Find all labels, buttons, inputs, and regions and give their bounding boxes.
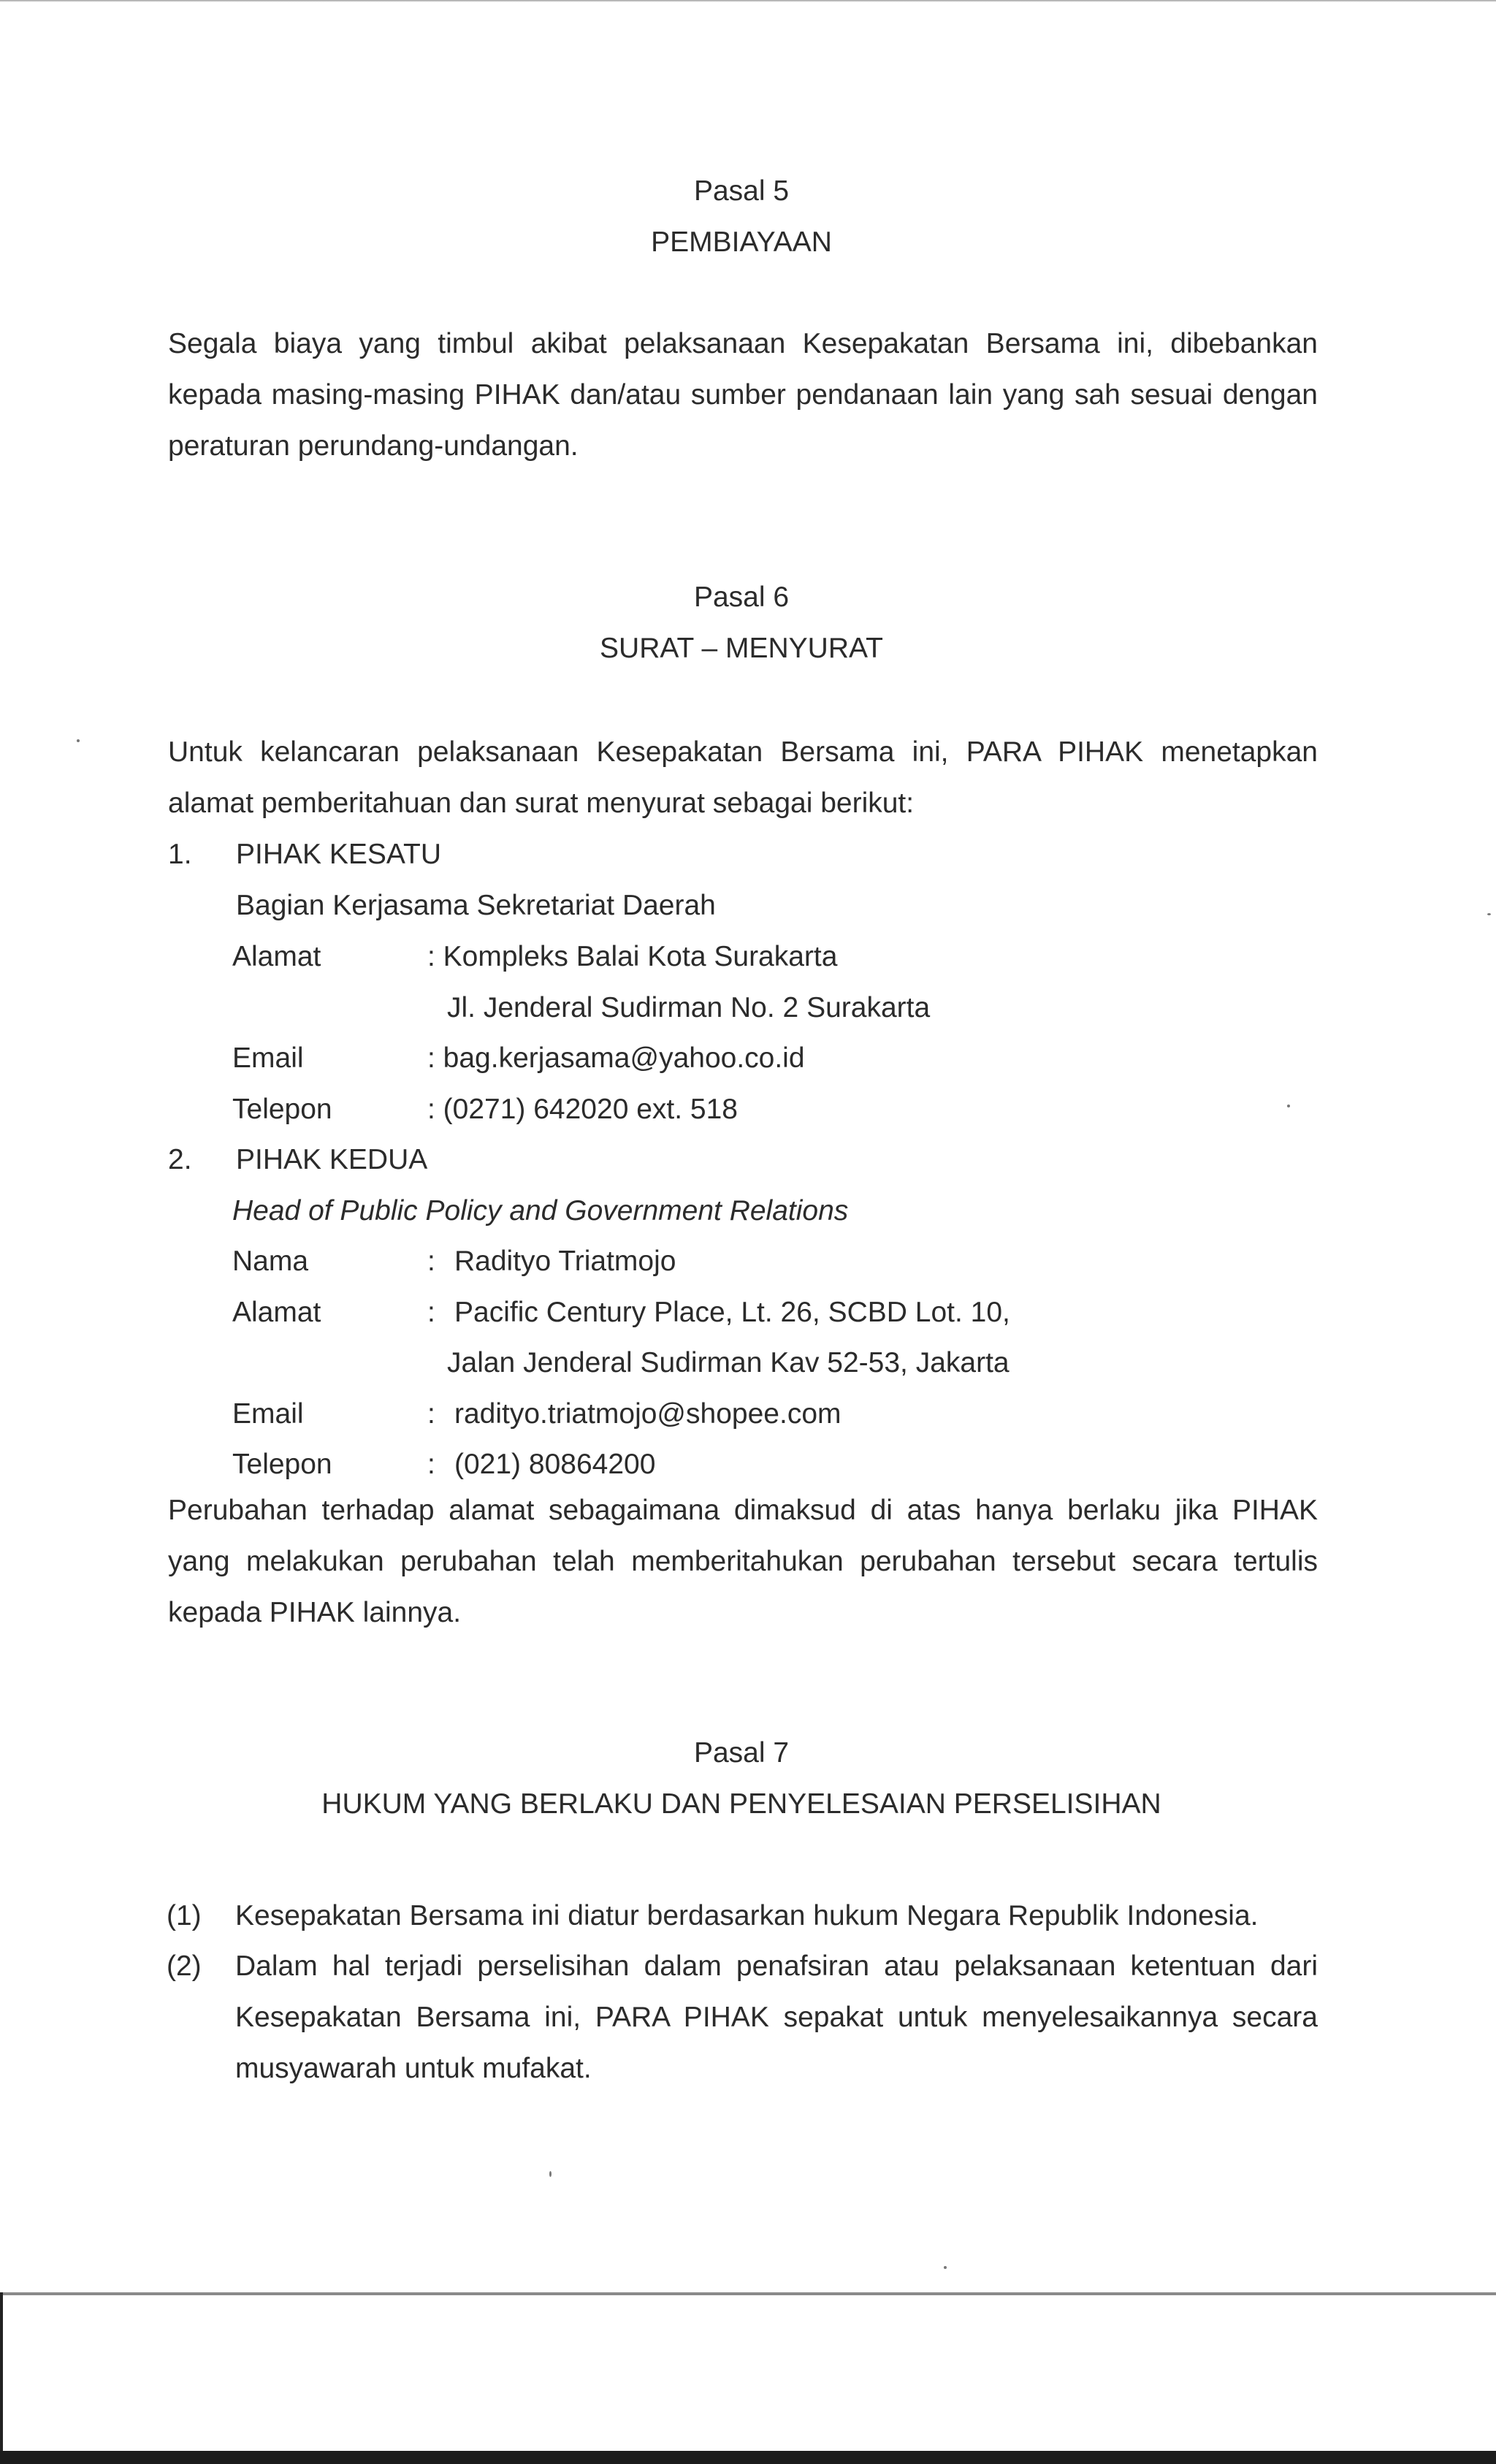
pasal6-title: SURAT – MENYURAT <box>600 633 883 664</box>
item-index: (1) <box>167 1900 202 1931</box>
scan-speck <box>77 739 80 742</box>
field-colon: : <box>427 1449 435 1480</box>
field-label: Telepon <box>232 1449 332 1480</box>
scan-speck <box>944 2266 947 2269</box>
pasal5-paragraph <box>168 319 1318 472</box>
scan-speck <box>1487 913 1491 915</box>
paragraph-line: Segala biaya yang timbul akibat pelaksanaan Kesepakatan Bersama ini, dibebankan <box>168 328 1318 359</box>
field-label: Alamat <box>232 1297 321 1328</box>
party-unit: Head of Public Policy and Government Relations <box>232 1195 849 1227</box>
paragraph-line: peraturan perundang-undangan. <box>168 430 579 462</box>
field-value: : (0271) 642020 ext. 518 <box>427 1094 738 1125</box>
field-value-continued: Jl. Jenderal Sudirman No. 2 Surakarta <box>447 992 931 1023</box>
scan-speck <box>1287 1105 1290 1107</box>
party-unit: Bagian Kerjasama Sekretariat Daerah <box>236 890 716 921</box>
pasal6-number: Pasal 6 <box>693 581 790 613</box>
scan-speck <box>549 2171 552 2177</box>
pasal5-number: Pasal 5 <box>693 175 790 207</box>
item-text <box>235 1941 1318 2094</box>
field-value: Pacific Century Place, Lt. 26, SCBD Lot. 10, <box>454 1297 1010 1328</box>
field-label: Email <box>232 1398 304 1430</box>
scan-frame-bottom <box>0 2451 1496 2464</box>
pasal5-title: PEMBIAYAAN <box>651 226 832 258</box>
paragraph-line: Perubahan terhadap alamat sebagaimana dimaksud di atas hanya berlaku jika PIHAK <box>168 1495 1318 1526</box>
paragraph-line: Kesepakatan Bersama ini, PARA PIHAK sepakat untuk menyelesaikannya secara <box>235 2002 1318 2033</box>
field-value: : Kompleks Balai Kota Surakarta <box>427 941 838 972</box>
field-colon: : <box>427 1398 435 1430</box>
item-index: (2) <box>167 1950 202 1982</box>
field-value: Radityo Triatmojo <box>454 1246 676 1277</box>
paragraph-line: Untuk kelancaran pelaksanaan Kesepakatan Bersama ini, PARA PIHAK menetapkan <box>168 736 1318 768</box>
field-label: Alamat <box>232 941 321 972</box>
paragraph-line: yang melakukan perubahan telah memberitahukan perubahan tersebut secara tertulis <box>168 1546 1318 1577</box>
pasal7-title: HUKUM YANG BERLAKU DAN PENYELESAIAN PERSELISIHAN <box>321 1788 1161 1820</box>
field-label: Nama <box>232 1246 309 1277</box>
paragraph-line: musyawarah untuk mufakat. <box>235 2053 592 2084</box>
pasal6-closing <box>168 1485 1318 1639</box>
party-name: PIHAK KEDUA <box>236 1144 428 1175</box>
field-colon: : <box>427 1297 435 1328</box>
field-value: (021) 80864200 <box>454 1449 656 1480</box>
field-value: : bag.kerjasama@yahoo.co.id <box>427 1042 805 1074</box>
party-index: 1. <box>168 839 192 870</box>
field-value-continued: Jalan Jenderal Sudirman Kav 52-53, Jakarta <box>447 1347 1010 1378</box>
party-index: 2. <box>168 1144 192 1175</box>
item-text: Kesepakatan Bersama ini diatur berdasarkan hukum Negara Republik Indonesia. <box>235 1900 1259 1931</box>
paragraph-line: alamat pemberitahuan dan surat menyurat sebagai berikut: <box>168 787 915 819</box>
scan-edge-top <box>0 0 1496 2</box>
pasal7-number: Pasal 7 <box>693 1737 790 1769</box>
paragraph-line: Dalam hal terjadi perselisihan dalam penafsiran atau pelaksanaan ketentuan dari <box>235 1950 1318 1982</box>
scan-frame-left <box>0 2292 3 2464</box>
scan-edge-bottom <box>0 2292 1496 2295</box>
pasal6-intro <box>168 727 1318 829</box>
field-value: radityo.triatmojo@shopee.com <box>454 1398 842 1430</box>
paragraph-line: kepada PIHAK lainnya. <box>168 1597 462 1628</box>
party-name: PIHAK KESATU <box>236 839 442 870</box>
field-colon: : <box>427 1246 435 1277</box>
paragraph-line: kepada masing-masing PIHAK dan/atau sumber pendanaan lain yang sah sesuai dengan <box>168 379 1318 411</box>
field-label: Email <box>232 1042 304 1074</box>
field-label: Telepon <box>232 1094 332 1125</box>
